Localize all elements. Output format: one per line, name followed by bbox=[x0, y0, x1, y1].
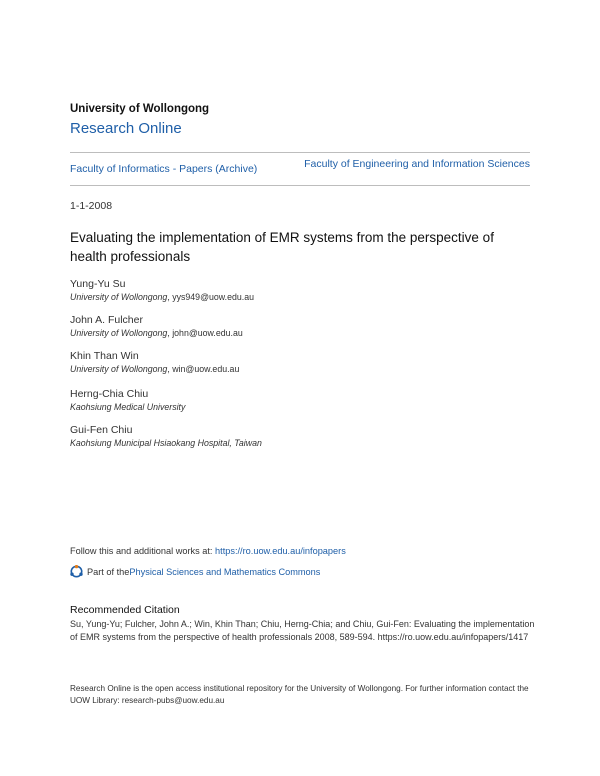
author-name: Gui-Fen Chiu bbox=[70, 424, 133, 436]
commons-link[interactable]: Physical Sciences and Mathematics Commons bbox=[129, 566, 321, 577]
publication-date: 1-1-2008 bbox=[70, 200, 113, 212]
author-affiliation: University of Wollongong, john@uow.edu.au bbox=[70, 328, 243, 338]
repository-link[interactable]: Research Online bbox=[70, 120, 182, 137]
author-affiliation: University of Wollongong, yys949@uow.edu.au bbox=[70, 292, 255, 302]
author-affiliation: Kaohsiung Municipal Hsiaokang Hospital, Taiwan bbox=[70, 438, 262, 448]
paper-title: Evaluating the implementation of EMR systems from the perspective of health professionals bbox=[70, 230, 494, 264]
author-name: Khin Than Win bbox=[70, 350, 139, 362]
bottom-divider bbox=[70, 185, 530, 186]
collection-link-informatics[interactable]: Faculty of Informatics - Papers (Archive) bbox=[70, 163, 258, 175]
citation-body: Su, Yung-Yu; Fulcher, John A.; Win, Khin Than; Chiu, Herng-Chia; and Chiu, Gui-Fen: Evaluating the implementation of EMR systems from the perspective of health professionals 2008, 589-594. https://ro.uow.edu.au/infopapers/1417 bbox=[70, 619, 535, 642]
top-divider bbox=[70, 152, 530, 153]
author-affiliation: University of Wollongong, win@uow.edu.au bbox=[70, 364, 240, 374]
collection-link-engineering[interactable]: Faculty of Engineering and Information Sciences bbox=[304, 158, 530, 170]
author-name: Yung-Yu Su bbox=[70, 278, 126, 290]
institution-name: University of Wollongong bbox=[70, 103, 210, 115]
repository-footer: Research Online is the open access institutional repository for the University of Wollongong. For further information contact the UOW Library: research-pubs@uow.edu.au bbox=[70, 684, 529, 705]
follow-link[interactable]: https://ro.uow.edu.au/infopapers bbox=[215, 546, 346, 556]
author-email[interactable]: , john@uow.edu.au bbox=[167, 328, 243, 338]
citation-heading: Recommended Citation bbox=[70, 604, 180, 616]
follow-line: Follow this and additional works at: https://ro.uow.edu.au/infopapers bbox=[70, 546, 346, 556]
author-affiliation: Kaohsiung Medical University bbox=[70, 402, 186, 412]
part-of-line: Part of the Physical Sciences and Mathematics Commons bbox=[70, 565, 320, 578]
author-name: Herng-Chia Chiu bbox=[70, 388, 149, 400]
author-email[interactable]: , win@uow.edu.au bbox=[167, 364, 240, 374]
commons-network-icon bbox=[70, 565, 83, 578]
author-email[interactable]: , yys949@uow.edu.au bbox=[167, 292, 255, 302]
author-name: John A. Fulcher bbox=[70, 314, 143, 326]
